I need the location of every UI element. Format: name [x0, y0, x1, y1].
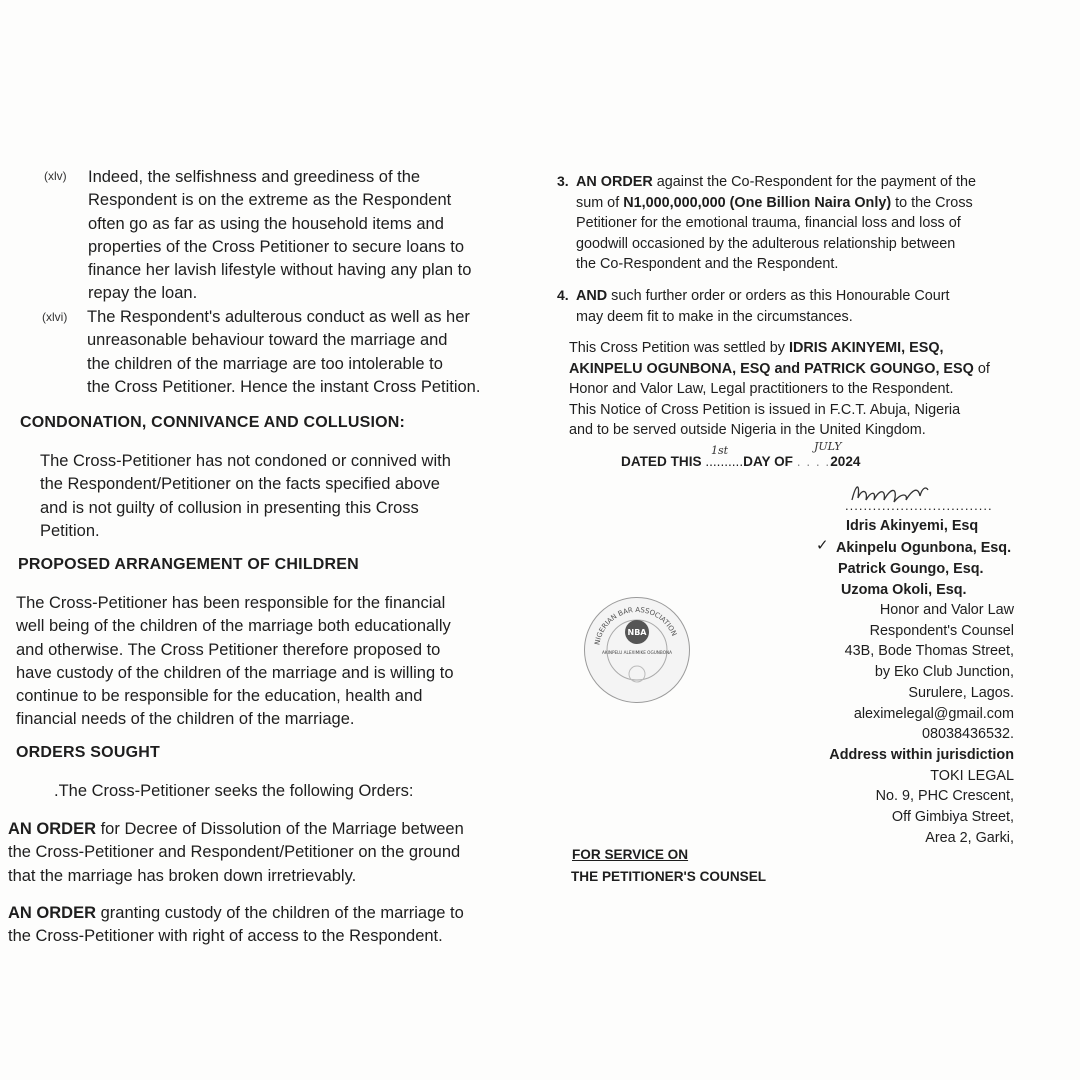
order-text: granting custody of the children of the marriage to — [96, 904, 464, 922]
stamp-ring-text: NIGERIAN BAR ASSOCIATION — [593, 605, 679, 646]
order-4-text — [576, 286, 1023, 327]
text-line: and to be served outside Nigeria in the United Kingdom. — [569, 422, 926, 439]
item-xlvi-text — [87, 306, 525, 399]
address-line: Area 2, Garki, — [925, 829, 1014, 846]
phone-number: 08038436532. — [921, 726, 1014, 743]
text-line: unreasonable behaviour toward the marriage and — [87, 331, 448, 350]
counsel-names: AKINPELU OGUNBONA, ESQ and PATRICK GOUNGO, ESQ — [569, 360, 974, 377]
service-heading: FOR SERVICE ON — [572, 847, 689, 862]
day-of-label: DAY OF — [743, 454, 797, 469]
stamp-name-text: AKINPELU ALEXIMIKE OGUNBONA — [601, 650, 673, 655]
orders-heading: ORDERS SOUGHT — [16, 744, 160, 761]
address-line: Honor and Valor Law — [879, 602, 1014, 618]
children-heading: PROPOSED ARRANGEMENT OF CHILDREN — [18, 556, 359, 573]
counsel-name: IDRIS AKINYEMI, ESQ, — [788, 340, 944, 356]
text-line: and is not guilty of collusion in presenting this Cross — [40, 498, 419, 517]
settled-paragraph — [569, 338, 1022, 441]
dated-year: 2024 — [830, 454, 861, 469]
text-line — [576, 193, 1023, 214]
handwritten-day: 1st — [711, 444, 729, 457]
text-line — [8, 902, 523, 925]
text-line: properties of the Cross Petitioner to secure loans to — [88, 237, 465, 256]
text-line: This Notice of Cross Petition is issued in F.C.T. Abuja, Nigeria — [569, 401, 961, 418]
text-line: the Co-Respondent and the Respondent. — [576, 256, 839, 273]
order-label: AN ORDER — [8, 904, 97, 922]
children-paragraph — [16, 592, 521, 732]
order-custody — [8, 902, 523, 949]
text-line: Respondent is on the extreme as the Respondent — [88, 191, 452, 210]
text-line: the Respondent/Petitioner on the facts specified above — [40, 475, 440, 494]
item-numeral-xlv: (xlv) — [44, 169, 67, 183]
text-line — [8, 818, 523, 841]
order-text: for Decree of Dissolution of the Marriage between — [96, 820, 464, 838]
address-line: No. 9, PHC Crescent, — [875, 788, 1014, 805]
text-line — [569, 338, 1022, 359]
text-line: may deem fit to make in the circumstances. — [576, 308, 853, 325]
text-line: Indeed, the selfishness and greediness of the — [88, 168, 421, 186]
text-line: and otherwise. The Cross Petitioner therefore proposed to — [16, 640, 441, 659]
counsel-name-1: Idris Akinyemi, Esq — [846, 518, 979, 534]
order-label: AN ORDER — [8, 820, 97, 838]
jurisdiction-heading: Address within jurisdiction — [829, 746, 1014, 763]
order-amount: N1,000,000,000 (One Billion Naira Only) — [623, 194, 892, 211]
text-line: Honor and Valor Law, Legal practitioners to the Respondent. — [569, 381, 954, 398]
text-line: finance her lavish lifestyle without having any plan to — [88, 261, 472, 280]
service-recipient: THE PETITIONER'S COUNSEL — [571, 869, 767, 884]
orders-intro: .The Cross-Petitioner seeks the following Orders: — [54, 782, 414, 800]
order-label: AND — [576, 288, 608, 304]
address-line: TOKI LEGAL — [930, 767, 1014, 784]
signature-dots: ................................ — [845, 498, 993, 513]
address-line: by Eko Club Junction, — [874, 664, 1014, 681]
text-line: repay the loan. — [88, 284, 198, 303]
counsel-name-4: Uzoma Okoli, Esq. — [841, 582, 967, 598]
settled-text: This Cross Petition was settled by — [569, 340, 789, 356]
order-3-number: 3. — [557, 173, 569, 189]
text-line: financial needs of the children of the marriage. — [16, 710, 355, 729]
order-text: against the Co-Respondent for the payment of the — [652, 174, 976, 190]
order-4-number: 4. — [557, 287, 569, 303]
dated-label: DATED THIS — [621, 454, 706, 469]
order-text: sum of — [576, 194, 624, 211]
month-blank: . . . . — [796, 454, 831, 469]
counsel-name-3: Patrick Goungo, Esq. — [838, 561, 984, 577]
text-line: often go as far as using the household items and — [88, 214, 444, 233]
text-line: Petition. — [40, 521, 100, 540]
order-3-text — [576, 172, 1023, 275]
dated-line — [621, 454, 860, 469]
text-line: goodwill occasioned by the adulterous relationship between — [576, 235, 956, 252]
nba-stamp — [584, 597, 690, 703]
text-line: The Respondent's adulterous conduct as well as her — [87, 308, 470, 326]
text-line: the Cross-Petitioner and Respondent/Petitioner on the ground — [8, 843, 461, 862]
email-address: aleximelegal@gmail.com — [853, 705, 1014, 722]
text-line: continue to be responsible for the education, health and — [16, 687, 423, 706]
address-line: Off Gimbiya Street, — [891, 809, 1014, 826]
address-line: Respondent's Counsel — [869, 622, 1014, 639]
text-line: The Cross-Petitioner has not condoned or connived with — [40, 452, 451, 470]
item-numeral-xlvi: (xlvi) — [42, 310, 68, 324]
text-line — [576, 286, 1023, 307]
handwritten-month: JULY — [814, 440, 842, 453]
item-xlv-text — [88, 166, 526, 306]
settled-text: of — [973, 360, 990, 377]
text-line: well being of the children of the marriage both educationally — [16, 617, 451, 636]
nba-seal-icon — [585, 598, 689, 702]
day-blank: .......... — [705, 454, 744, 469]
order-dissolution — [8, 818, 523, 888]
text-line: Petitioner for the emotional trauma, financial loss and loss of — [576, 215, 961, 232]
firm-address — [829, 600, 1014, 848]
address-line: 43B, Bode Thomas Street, — [844, 643, 1014, 660]
text-line: the Cross Petitioner. Hence the instant Cross Petition. — [87, 377, 481, 396]
text-line: have custody of the children of the marriage and is willing to — [16, 663, 454, 682]
order-label: AN ORDER — [576, 174, 653, 190]
stamp-center-text: NBA — [627, 628, 647, 637]
address-line: Surulere, Lagos. — [908, 684, 1014, 701]
text-line — [576, 172, 1023, 193]
counsel-name-2: Akinpelu Ogunbona, Esq. — [836, 540, 1012, 556]
text-line: the Cross-Petitioner with right of access to the Respondent. — [8, 927, 443, 946]
condonation-heading: CONDONATION, CONNIVANCE AND COLLUSION: — [20, 414, 406, 431]
text-line: that the marriage has broken down irretrievably. — [8, 866, 357, 885]
order-text: such further order or orders as this Honourable Court — [607, 288, 950, 304]
text-line: The Cross-Petitioner has been responsible for the financial — [16, 594, 446, 612]
condonation-paragraph — [40, 450, 523, 543]
text-line: the children of the marriage are too intolerable to — [87, 354, 443, 373]
check-mark-icon: ✓ — [816, 537, 829, 554]
order-text: to the Cross — [891, 194, 973, 211]
text-line — [569, 359, 1022, 380]
